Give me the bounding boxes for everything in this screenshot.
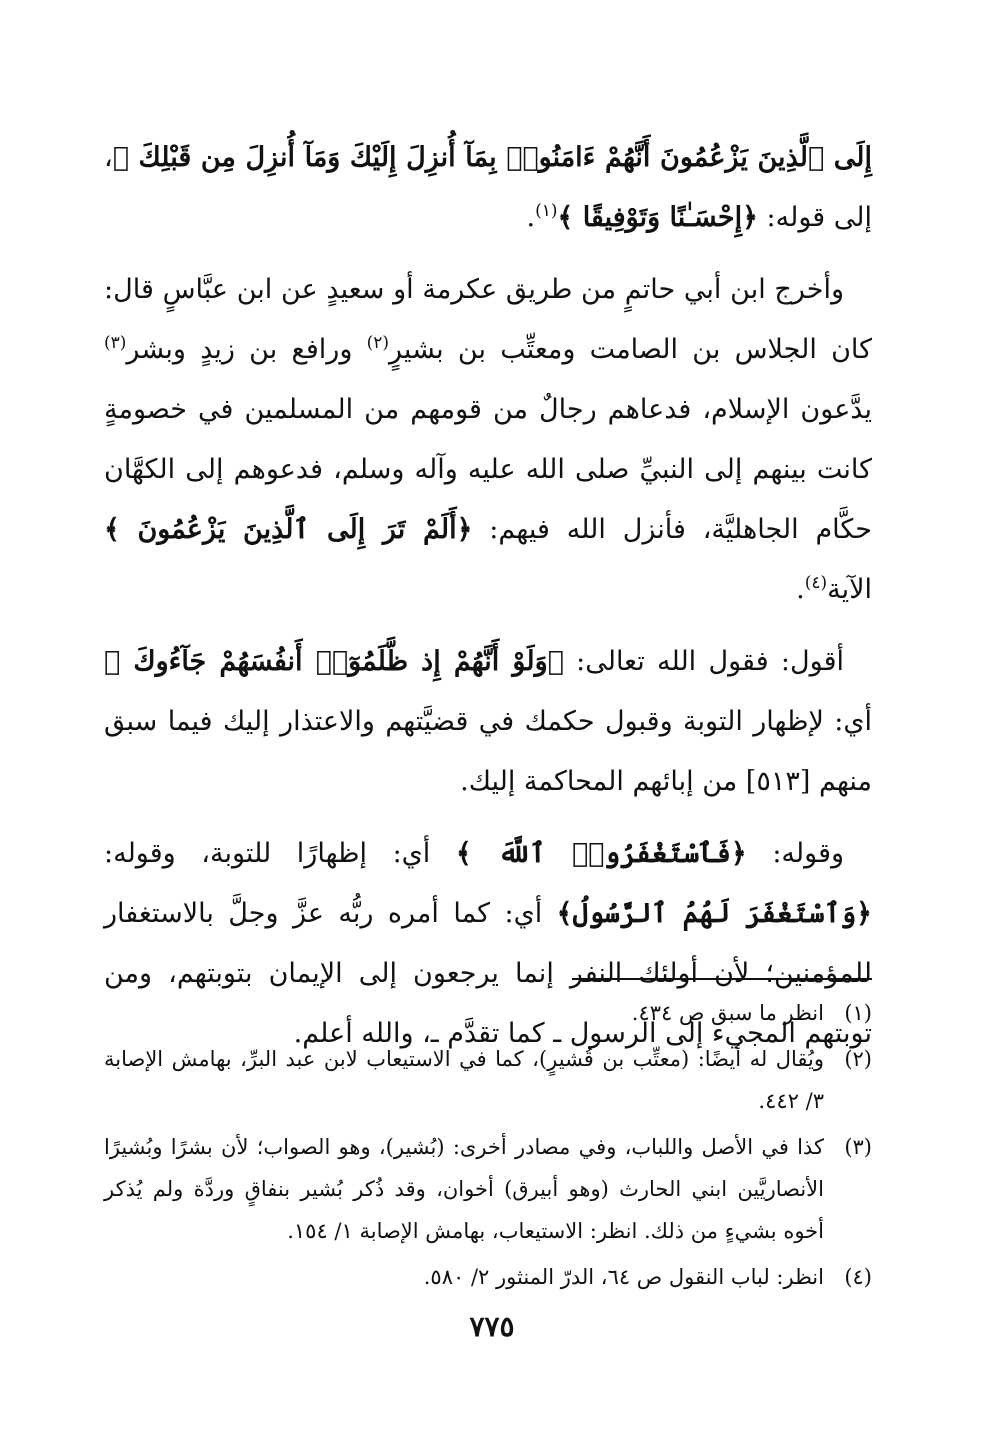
footnote-item bbox=[104, 992, 872, 1034]
footnote-text: انظر: لباب النقول ص ٦٤، الدرّ المنثور ٢/ ٥٨٠. bbox=[423, 1265, 824, 1289]
footnote-item bbox=[104, 1126, 872, 1252]
footnote-number: (١) bbox=[844, 1001, 872, 1025]
paragraph-2 bbox=[104, 260, 872, 620]
footnote-number: (٣) bbox=[844, 1135, 872, 1159]
page-number: ٧٧٥ bbox=[469, 1310, 515, 1343]
text-segment: يدَّعون الإسلام، فدعاهم رجالٌ من قومهم من المسلمين في خصومةٍ كانت بينهم إلى النبيِّ صلى الله عليه وآله وسلم، فدعوهم إلى الكهَّان حكَّام الجاهليَّة، فأنزل الله فيهم: bbox=[104, 394, 872, 545]
footnote-divider bbox=[572, 978, 872, 980]
footnote-item bbox=[104, 1256, 872, 1298]
text-segment: ورافع بن زيدٍ وبشر bbox=[126, 334, 367, 365]
footnote-text: كذا في الأصل واللباب، وفي مصادر أخرى: (بُشير)، وهو الصواب؛ لأن بشرًا وبُشيرًا الأنصاريَّين ابني الحارث (وهو أبيرق) أخوان، وقد ذُكر بُشير بنفاقٍ وردَّة ولم يُذكر أخوه بشيءٍ من ذلك. انظر: الاستيعاب، بهامش الإصابة ١/ ١٥٤. bbox=[104, 1135, 824, 1243]
footnote-ref: (٣) bbox=[104, 333, 127, 353]
footnote-item bbox=[104, 1038, 872, 1122]
text-segment: أقول: فقول الله تعالى: bbox=[563, 646, 844, 677]
footnote-text: انظر ما سبق ص ٤٣٤. bbox=[631, 1001, 824, 1025]
quran-verse: ﴿أَلَمْ تَرَ إِلَى ٱلَّذِينَ يَزْعُمُونَ ﴾ bbox=[104, 514, 473, 545]
footnote-ref: (١) bbox=[535, 201, 558, 221]
text-segment: أي: إظهارًا للتوبة، وقوله: bbox=[104, 838, 456, 869]
footnote-ref: (٢) bbox=[366, 333, 390, 353]
paragraph-3 bbox=[104, 632, 872, 812]
text-segment: الآية bbox=[827, 574, 872, 605]
main-text bbox=[104, 128, 872, 1064]
quran-verse: إِلَى ٱلَّذِينَ يَزْعُمُونَ أَنَّهُمْ ءَامَنُوا۟ بِمَآ أُنزِلَ إِلَيْكَ وَمَآ أُنزِلَ مِن قَبْلِكَ ﴾ bbox=[112, 142, 872, 173]
quran-verse: ﴿وَلَوْ أَنَّهُمْ إِذ ظَّلَمُوٓا۟ أَنفُسَهُمْ جَآءُوكَ ﴾ bbox=[104, 646, 564, 677]
footnote-ref: (٤) bbox=[804, 573, 828, 593]
text-segment: أي: كما أمره ربُّه عزَّ وجلَّ بالاستغفار للمؤمنين؛ لأن أولئك النفر إنما يرجعون إلى الإيمان بتوبتهم، ومن توبتهم المجيء إلى الرسول ـ كما تقدَّم ـ، والله أعلم. bbox=[104, 898, 872, 1049]
footnote-number: (٤) bbox=[844, 1265, 872, 1289]
quran-verse: ﴿إِحْسَـٰنًا وَتَوْفِيقًا ﴾ bbox=[557, 202, 758, 233]
footnote-text: ويُقال له أيضًا: (معتِّب بن قُشيرٍ)، كما في الاستيعاب لابن عبد البرِّ، بهامش الإصابة ٣/ ٤٤٢. bbox=[104, 1047, 824, 1113]
text-segment: وقوله: bbox=[746, 838, 845, 869]
footnote-number: (٢) bbox=[844, 1047, 872, 1071]
paragraph-1 bbox=[104, 128, 872, 248]
text-segment: وأخرج ابن أبي حاتمٍ من طريق عكرمة أو سعيدٍ عن ابن عبَّاسٍ قال: كان الجلاس بن الصامت ومعتِّب بن بشيرٍ bbox=[104, 274, 872, 365]
text-segment: ، إلى قوله: bbox=[104, 142, 872, 233]
text-segment: . bbox=[796, 574, 805, 605]
quran-verse: ﴿فَٱسْتَغْفَرُوا۟ ٱللَّهَ ﴾ bbox=[455, 838, 747, 869]
text-segment: أي: لإظهار التوبة وقبول حكمك في قضيَّتهم والاعتذار إليك فيما سبق منهم [٥١٣] من إبائهم المحاكمة إليك. bbox=[104, 706, 872, 797]
footnotes bbox=[104, 992, 872, 1298]
quran-verse: ﴿وَٱسْتَغْفَرَ لَهُمُ ٱلرَّسُولُ﴾ bbox=[556, 898, 872, 929]
text-segment: . bbox=[526, 202, 536, 233]
